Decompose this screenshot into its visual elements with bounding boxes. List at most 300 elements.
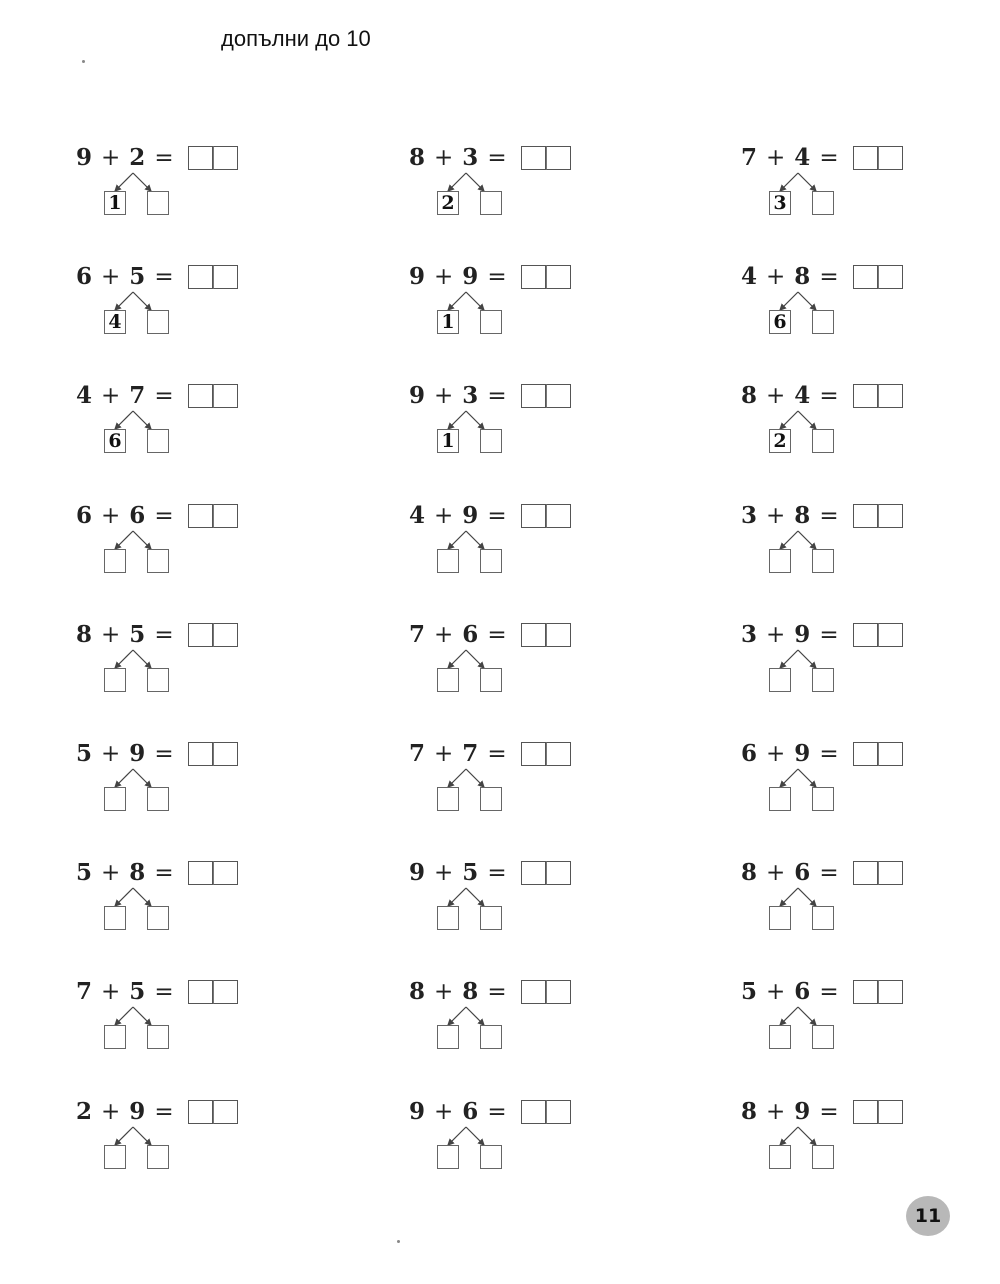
problem — [409, 977, 589, 1057]
plus-sign: + — [766, 264, 786, 290]
problem — [741, 143, 921, 223]
addend-a: 7 — [76, 978, 93, 1005]
left-arrow — [115, 531, 133, 549]
answer-tens-cell[interactable] — [853, 265, 878, 289]
answer-tens-cell[interactable] — [521, 504, 546, 528]
answer-box[interactable] — [521, 265, 571, 289]
addend-a: 8 — [409, 978, 426, 1005]
right-arrow — [466, 292, 484, 310]
answer-box[interactable] — [853, 623, 903, 647]
addend-a: 4 — [76, 382, 93, 409]
addend-b: 9 — [129, 740, 146, 767]
equation — [741, 143, 848, 173]
decomposition — [437, 1145, 507, 1171]
problem — [741, 977, 921, 1057]
equals-sign: = — [154, 979, 174, 1005]
split-box-second[interactable] — [147, 191, 169, 215]
answer-ones-cell[interactable] — [213, 742, 238, 766]
split-box-first[interactable] — [104, 1025, 126, 1049]
answer-box[interactable] — [853, 980, 903, 1004]
plus-sign: + — [434, 383, 454, 409]
left-arrow — [448, 173, 466, 191]
split-box-second[interactable] — [480, 787, 502, 811]
split-box-first[interactable] — [104, 906, 126, 930]
addend-b: 5 — [129, 978, 146, 1005]
addend-a: 7 — [741, 144, 758, 171]
decomposition — [769, 429, 839, 455]
decomposition — [104, 310, 174, 336]
answer-ones-cell[interactable] — [213, 384, 238, 408]
split-box-second[interactable] — [147, 310, 169, 334]
split-box-second[interactable] — [480, 549, 502, 573]
answer-tens-cell[interactable] — [521, 623, 546, 647]
answer-tens-cell[interactable] — [188, 384, 213, 408]
answer-box[interactable] — [188, 623, 238, 647]
left-arrow — [780, 888, 798, 906]
answer-box[interactable] — [521, 742, 571, 766]
split-box-first[interactable] — [769, 668, 791, 692]
answer-ones-cell[interactable] — [546, 504, 571, 528]
split-box-second[interactable] — [147, 1025, 169, 1049]
plus-sign: + — [766, 503, 786, 529]
split-box-first[interactable] — [437, 549, 459, 573]
split-box-first[interactable] — [437, 787, 459, 811]
answer-tens-cell[interactable] — [521, 980, 546, 1004]
split-box-first[interactable] — [437, 1025, 459, 1049]
answer-tens-cell[interactable] — [853, 980, 878, 1004]
equals-sign: = — [154, 622, 174, 648]
equation — [76, 143, 183, 173]
right-arrow — [133, 1127, 151, 1145]
problem — [741, 262, 921, 342]
answer-tens-cell[interactable] — [521, 384, 546, 408]
answer-ones-cell[interactable] — [878, 265, 903, 289]
split-box-second[interactable] — [147, 549, 169, 573]
split-box-first[interactable]: 6 — [769, 310, 791, 334]
split-box-first[interactable] — [769, 549, 791, 573]
split-box-second[interactable] — [812, 429, 834, 453]
plus-sign: + — [101, 741, 121, 767]
answer-tens-cell[interactable] — [188, 861, 213, 885]
answer-box[interactable] — [188, 146, 238, 170]
answer-ones-cell[interactable] — [546, 265, 571, 289]
equation — [741, 1097, 848, 1127]
answer-tens-cell[interactable] — [188, 980, 213, 1004]
split-box-first[interactable]: 1 — [437, 429, 459, 453]
split-box-second[interactable] — [480, 1025, 502, 1049]
decomposition — [437, 429, 507, 455]
problem — [741, 381, 921, 461]
answer-ones-cell[interactable] — [213, 980, 238, 1004]
left-arrow — [780, 1127, 798, 1145]
equals-sign: = — [819, 383, 839, 409]
left-arrow — [780, 531, 798, 549]
answer-box[interactable] — [521, 504, 571, 528]
plus-sign: + — [101, 622, 121, 648]
answer-box[interactable] — [521, 146, 571, 170]
answer-tens-cell[interactable] — [521, 146, 546, 170]
split-box-second[interactable] — [480, 668, 502, 692]
right-arrow — [466, 531, 484, 549]
answer-ones-cell[interactable] — [546, 980, 571, 1004]
answer-ones-cell[interactable] — [546, 384, 571, 408]
answer-box[interactable] — [521, 623, 571, 647]
right-arrow — [798, 1127, 816, 1145]
plus-sign: + — [766, 979, 786, 1005]
answer-ones-cell[interactable] — [546, 146, 571, 170]
problem — [409, 143, 589, 223]
problem — [741, 501, 921, 581]
addend-a: 7 — [409, 621, 426, 648]
split-box-first[interactable]: 1 — [104, 191, 126, 215]
answer-tens-cell[interactable] — [188, 623, 213, 647]
addend-b: 8 — [794, 502, 811, 529]
equals-sign: = — [819, 979, 839, 1005]
answer-tens-cell[interactable] — [188, 265, 213, 289]
decomposition — [104, 429, 174, 455]
answer-box[interactable] — [188, 265, 238, 289]
equation — [409, 858, 516, 888]
addend-b: 5 — [462, 859, 479, 886]
answer-tens-cell[interactable] — [853, 623, 878, 647]
plus-sign: + — [766, 145, 786, 171]
equals-sign: = — [487, 622, 507, 648]
decomposition — [769, 1025, 839, 1051]
equals-sign: = — [487, 145, 507, 171]
answer-tens-cell[interactable] — [853, 146, 878, 170]
split-box-second[interactable] — [147, 906, 169, 930]
addend-a: 5 — [76, 740, 93, 767]
plus-sign: + — [766, 741, 786, 767]
addend-a: 8 — [741, 382, 758, 409]
equals-sign: = — [819, 503, 839, 529]
answer-ones-cell[interactable] — [546, 623, 571, 647]
answer-ones-cell[interactable] — [878, 146, 903, 170]
addend-a: 6 — [741, 740, 758, 767]
answer-tens-cell[interactable] — [188, 146, 213, 170]
problem — [741, 858, 921, 938]
answer-box[interactable] — [188, 980, 238, 1004]
equation — [741, 620, 848, 650]
equation — [409, 739, 516, 769]
split-box-second[interactable] — [480, 310, 502, 334]
split-box-first[interactable]: 3 — [769, 191, 791, 215]
answer-ones-cell[interactable] — [213, 265, 238, 289]
split-box-second[interactable] — [812, 549, 834, 573]
equation — [409, 381, 516, 411]
plus-sign: + — [766, 860, 786, 886]
answer-box[interactable] — [188, 1100, 238, 1124]
split-box-second[interactable] — [480, 429, 502, 453]
equation — [76, 858, 183, 888]
answer-ones-cell[interactable] — [878, 980, 903, 1004]
equation — [409, 501, 516, 531]
left-arrow — [115, 1007, 133, 1025]
split-box-first[interactable]: 2 — [437, 191, 459, 215]
equals-sign: = — [487, 979, 507, 1005]
answer-ones-cell[interactable] — [213, 146, 238, 170]
addend-b: 3 — [462, 382, 479, 409]
plus-sign: + — [101, 383, 121, 409]
answer-tens-cell[interactable] — [521, 1100, 546, 1124]
addend-a: 9 — [409, 859, 426, 886]
plus-sign: + — [101, 1099, 121, 1125]
addend-a: 6 — [76, 263, 93, 290]
decomposition — [104, 549, 174, 575]
equation — [409, 143, 516, 173]
left-arrow — [115, 769, 133, 787]
left-arrow — [448, 411, 466, 429]
split-box-first[interactable]: 2 — [769, 429, 791, 453]
equals-sign: = — [154, 1099, 174, 1125]
equation — [76, 262, 183, 292]
addend-a: 9 — [409, 1098, 426, 1125]
split-box-first[interactable]: 1 — [437, 310, 459, 334]
answer-box[interactable] — [521, 384, 571, 408]
answer-box[interactable] — [853, 265, 903, 289]
answer-tens-cell[interactable] — [853, 861, 878, 885]
answer-ones-cell[interactable] — [878, 623, 903, 647]
plus-sign: + — [766, 622, 786, 648]
split-box-first[interactable]: 6 — [104, 429, 126, 453]
plus-sign: + — [434, 622, 454, 648]
right-arrow — [466, 769, 484, 787]
decomposition — [769, 668, 839, 694]
problem — [76, 739, 256, 819]
problem — [409, 381, 589, 461]
answer-box[interactable] — [188, 742, 238, 766]
addend-b: 9 — [129, 1098, 146, 1125]
addend-b: 8 — [462, 978, 479, 1005]
split-box-second[interactable] — [812, 787, 834, 811]
addend-b: 9 — [794, 740, 811, 767]
decomposition — [769, 549, 839, 575]
addend-a: 4 — [409, 502, 426, 529]
left-arrow — [780, 1007, 798, 1025]
problem — [409, 501, 589, 581]
addend-b: 8 — [129, 859, 146, 886]
answer-ones-cell[interactable] — [213, 623, 238, 647]
equation — [76, 1097, 183, 1127]
decomposition — [437, 549, 507, 575]
addend-b: 4 — [794, 382, 811, 409]
equals-sign: = — [154, 145, 174, 171]
equals-sign: = — [487, 383, 507, 409]
addend-a: 5 — [741, 978, 758, 1005]
addend-b: 6 — [462, 621, 479, 648]
addend-b: 3 — [462, 144, 479, 171]
answer-tens-cell[interactable] — [521, 265, 546, 289]
addend-b: 9 — [462, 263, 479, 290]
split-box-second[interactable] — [480, 1145, 502, 1169]
split-box-first[interactable] — [104, 1145, 126, 1169]
addend-a: 9 — [409, 263, 426, 290]
equals-sign: = — [819, 860, 839, 886]
split-box-first[interactable] — [769, 1025, 791, 1049]
right-arrow — [133, 292, 151, 310]
right-arrow — [133, 1007, 151, 1025]
split-box-second[interactable] — [812, 668, 834, 692]
split-box-first[interactable] — [437, 668, 459, 692]
addend-a: 7 — [409, 740, 426, 767]
left-arrow — [115, 888, 133, 906]
decomposition — [769, 787, 839, 813]
plus-sign: + — [434, 741, 454, 767]
split-box-second[interactable] — [147, 668, 169, 692]
split-box-first[interactable] — [769, 906, 791, 930]
right-arrow — [466, 650, 484, 668]
decomposition — [437, 668, 507, 694]
answer-ones-cell[interactable] — [213, 504, 238, 528]
answer-box[interactable] — [521, 980, 571, 1004]
right-arrow — [133, 650, 151, 668]
right-arrow — [133, 769, 151, 787]
split-box-first[interactable] — [769, 787, 791, 811]
right-arrow — [798, 769, 816, 787]
addend-a: 8 — [409, 144, 426, 171]
split-box-second[interactable] — [812, 310, 834, 334]
answer-box[interactable] — [188, 384, 238, 408]
split-box-first[interactable] — [437, 1145, 459, 1169]
answer-ones-cell[interactable] — [213, 1100, 238, 1124]
decomposition — [104, 191, 174, 217]
answer-box[interactable] — [188, 504, 238, 528]
decomposition — [104, 1025, 174, 1051]
problem — [76, 143, 256, 223]
problem — [76, 262, 256, 342]
decomposition — [437, 191, 507, 217]
answer-tens-cell[interactable] — [521, 861, 546, 885]
right-arrow — [133, 411, 151, 429]
addend-a: 9 — [76, 144, 93, 171]
equals-sign: = — [819, 145, 839, 171]
split-box-second[interactable] — [147, 787, 169, 811]
right-arrow — [466, 1007, 484, 1025]
left-arrow — [448, 769, 466, 787]
addend-a: 8 — [76, 621, 93, 648]
decomposition — [437, 906, 507, 932]
split-box-first[interactable] — [769, 1145, 791, 1169]
equation — [76, 501, 183, 531]
equals-sign: = — [487, 1099, 507, 1125]
plus-sign: + — [766, 1099, 786, 1125]
equals-sign: = — [154, 741, 174, 767]
equals-sign: = — [154, 383, 174, 409]
answer-box[interactable] — [521, 1100, 571, 1124]
split-box-second[interactable] — [812, 1025, 834, 1049]
answer-box[interactable] — [853, 742, 903, 766]
addend-b: 5 — [129, 263, 146, 290]
right-arrow — [466, 888, 484, 906]
right-arrow — [466, 173, 484, 191]
split-box-second[interactable] — [147, 429, 169, 453]
left-arrow — [780, 411, 798, 429]
addend-b: 4 — [794, 144, 811, 171]
answer-tens-cell[interactable] — [853, 1100, 878, 1124]
split-box-second[interactable] — [812, 1145, 834, 1169]
right-arrow — [133, 173, 151, 191]
left-arrow — [115, 1127, 133, 1145]
problem — [76, 501, 256, 581]
plus-sign: + — [434, 1099, 454, 1125]
problem — [409, 739, 589, 819]
problem — [76, 977, 256, 1057]
answer-tens-cell[interactable] — [188, 1100, 213, 1124]
answer-tens-cell[interactable] — [853, 504, 878, 528]
split-box-second[interactable] — [812, 906, 834, 930]
answer-ones-cell[interactable] — [878, 504, 903, 528]
answer-ones-cell[interactable] — [546, 1100, 571, 1124]
answer-box[interactable] — [853, 1100, 903, 1124]
left-arrow — [448, 292, 466, 310]
answer-tens-cell[interactable] — [521, 742, 546, 766]
answer-box[interactable] — [853, 146, 903, 170]
addend-a: 3 — [741, 621, 758, 648]
answer-box[interactable] — [188, 861, 238, 885]
equation — [76, 620, 183, 650]
answer-ones-cell[interactable] — [213, 861, 238, 885]
right-arrow — [798, 888, 816, 906]
equals-sign: = — [154, 860, 174, 886]
split-box-first[interactable] — [437, 906, 459, 930]
addend-a: 3 — [741, 502, 758, 529]
equals-sign: = — [819, 741, 839, 767]
equals-sign: = — [819, 264, 839, 290]
right-arrow — [133, 888, 151, 906]
equation — [76, 381, 183, 411]
right-arrow — [466, 1127, 484, 1145]
equation — [741, 381, 848, 411]
answer-tens-cell[interactable] — [188, 742, 213, 766]
answer-tens-cell[interactable] — [188, 504, 213, 528]
page-number: 11 — [906, 1196, 950, 1236]
answer-ones-cell[interactable] — [546, 861, 571, 885]
answer-box[interactable] — [853, 861, 903, 885]
addend-a: 6 — [76, 502, 93, 529]
problem — [741, 1097, 921, 1177]
equation — [409, 262, 516, 292]
split-box-first[interactable] — [104, 668, 126, 692]
equals-sign: = — [819, 622, 839, 648]
answer-box[interactable] — [853, 384, 903, 408]
answer-ones-cell[interactable] — [878, 1100, 903, 1124]
split-box-first[interactable] — [104, 549, 126, 573]
split-box-second[interactable] — [480, 906, 502, 930]
split-box-second[interactable] — [480, 191, 502, 215]
instruction-text: допълни до 10 — [221, 26, 371, 51]
split-box-second[interactable] — [147, 1145, 169, 1169]
answer-ones-cell[interactable] — [546, 742, 571, 766]
split-box-first[interactable]: 4 — [104, 310, 126, 334]
problem — [409, 620, 589, 700]
split-box-second[interactable] — [812, 191, 834, 215]
equation — [741, 262, 848, 292]
answer-box[interactable] — [521, 861, 571, 885]
addend-b: 2 — [129, 144, 146, 171]
addend-a: 8 — [741, 859, 758, 886]
answer-ones-cell[interactable] — [878, 384, 903, 408]
answer-tens-cell[interactable] — [853, 742, 878, 766]
answer-ones-cell[interactable] — [878, 861, 903, 885]
equation — [741, 858, 848, 888]
split-box-first[interactable] — [104, 787, 126, 811]
answer-tens-cell[interactable] — [853, 384, 878, 408]
decomposition — [104, 668, 174, 694]
decomposition — [437, 787, 507, 813]
answer-ones-cell[interactable] — [878, 742, 903, 766]
equation — [76, 739, 183, 769]
answer-box[interactable] — [853, 504, 903, 528]
